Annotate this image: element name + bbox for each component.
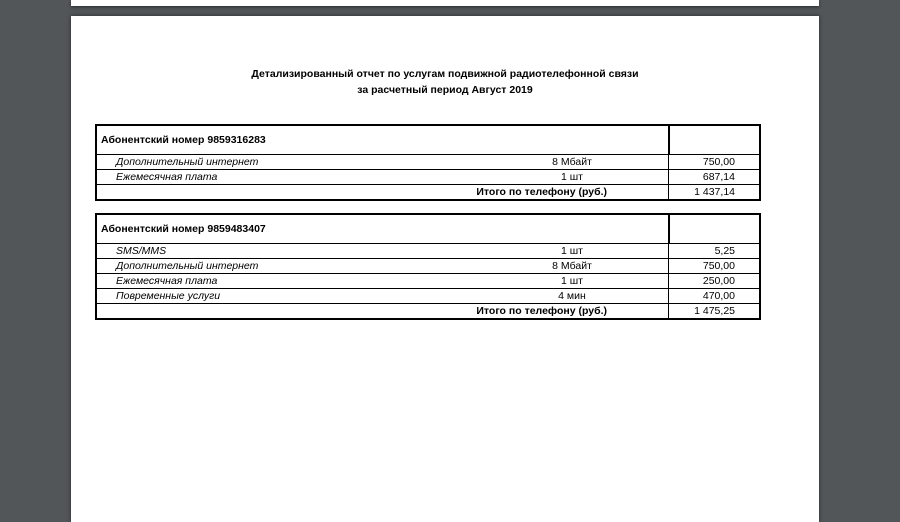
service-row <box>97 273 759 288</box>
service-name: SMS/MMS <box>116 245 167 257</box>
service-amount: 750,00 <box>702 156 735 168</box>
total-label: Итого по телефону (руб.) <box>476 305 607 317</box>
service-name: Ежемесячная плата <box>116 275 218 287</box>
subscriber-block <box>95 213 761 320</box>
total-row <box>97 184 759 199</box>
subscriber-header-row <box>97 126 759 154</box>
service-name: Дополнительный интернет <box>116 156 259 168</box>
report-title: Детализированный отчет по услугам подвижной радиотелефонной связи <box>251 68 639 80</box>
service-amount: 5,25 <box>714 245 735 257</box>
service-name: Повременные услуги <box>116 290 221 302</box>
service-amount: 250,00 <box>702 275 735 287</box>
subscriber-header-row <box>97 215 759 243</box>
service-row <box>97 154 759 169</box>
total-row <box>97 303 759 318</box>
report-period: за расчетный период Август 2019 <box>357 84 533 96</box>
service-quantity: 8 Мбайт <box>552 260 592 272</box>
service-amount: 687,14 <box>702 171 735 183</box>
service-name: Ежемесячная плата <box>116 171 218 183</box>
service-quantity: 4 мин <box>558 290 586 302</box>
subscriber-number: Абонентский номер 9859483407 <box>101 223 266 235</box>
service-quantity: 8 Мбайт <box>552 156 592 168</box>
total-amount: 1 475,25 <box>694 305 735 317</box>
column-divider <box>668 215 670 243</box>
previous-page-edge <box>71 0 819 6</box>
total-amount: 1 437,14 <box>694 186 735 198</box>
total-label: Итого по телефону (руб.) <box>476 186 607 198</box>
service-name: Дополнительный интернет <box>116 260 259 272</box>
service-row <box>97 243 759 258</box>
service-quantity: 1 шт <box>561 275 583 287</box>
document-page <box>71 16 819 522</box>
subscriber-number: Абонентский номер 9859316283 <box>101 134 266 146</box>
column-divider <box>668 126 670 154</box>
service-row <box>97 258 759 273</box>
service-amount: 470,00 <box>702 290 735 302</box>
service-quantity: 1 шт <box>561 171 583 183</box>
service-amount: 750,00 <box>702 260 735 272</box>
service-row <box>97 169 759 184</box>
service-quantity: 1 шт <box>561 245 583 257</box>
subscriber-block <box>95 124 761 201</box>
service-row <box>97 288 759 303</box>
